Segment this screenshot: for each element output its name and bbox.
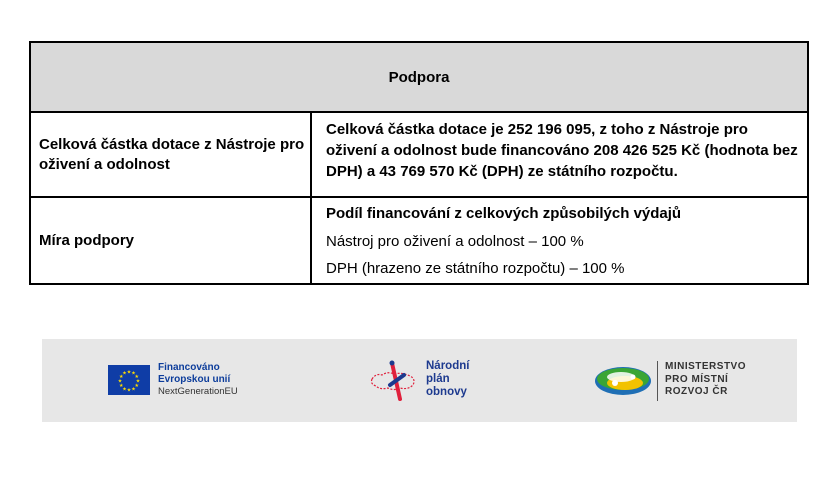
mmr-text [665,361,746,399]
row-label-support-rate: Míra podpory [31,198,312,283]
eu-text-line: Financováno [158,362,220,373]
eu-funding-text [158,362,238,398]
support-rate-line: Nástroj pro oživení a odolnost – 100 % [326,233,584,250]
svg-text:★: ★ [117,378,123,385]
svg-text:★: ★ [122,386,127,393]
table-header: Podpora [31,43,807,113]
svg-text:★: ★ [118,383,124,389]
table-row [31,198,807,283]
svg-text:★: ★ [126,369,132,376]
eu-flag-icon [108,365,150,395]
mmr-text-line: ROZVOJ ČR [665,386,728,397]
row-value-support-rate [314,198,807,283]
svg-text:★: ★ [134,374,140,380]
row-value-total-amount [314,113,807,196]
npo-text [426,360,469,399]
row-label-total-amount: Celková částka dotace z Nástroje pro oživení a odolnost [31,113,312,196]
svg-text:★: ★ [126,387,132,394]
table-row [31,113,807,198]
svg-text:★: ★ [118,374,124,380]
svg-text:★: ★ [134,383,140,389]
eu-text-line: NextGenerationEU [158,386,238,397]
logo-bar [42,339,797,422]
total-amount-text: Celková částka dotace je 252 196 095, z toho z Nástroje pro oživení a odolnost bude financováno 208 426 525 Kč (hodnota bez DPH) a 43 769 570 Kč (DPH) ze státního rozpočtu. [326,121,798,180]
support-rate-line: DPH (hrazeno ze státního rozpočtu) – 100 % [326,260,625,277]
npo-logo-icon [366,357,422,405]
eu-text-line: Evropskou unií [158,374,231,385]
support-table [29,41,809,285]
npo-text-line: plán [426,373,450,385]
svg-text:★: ★ [131,386,136,393]
logo-divider [657,361,658,401]
support-rate-heading: Podíl financování z celkových způsobilých výdajů [326,205,682,222]
svg-text:★: ★ [122,370,127,377]
mmr-text-line: PRO MÍSTNÍ [665,373,729,385]
svg-text:★: ★ [135,378,141,385]
npo-text-line: Národní [426,360,470,372]
mmr-logo-icon [593,363,653,397]
npo-text-line: obnovy [426,386,467,398]
mmr-text-line: MINISTERSTVO [665,361,747,372]
svg-text:★: ★ [131,370,136,377]
